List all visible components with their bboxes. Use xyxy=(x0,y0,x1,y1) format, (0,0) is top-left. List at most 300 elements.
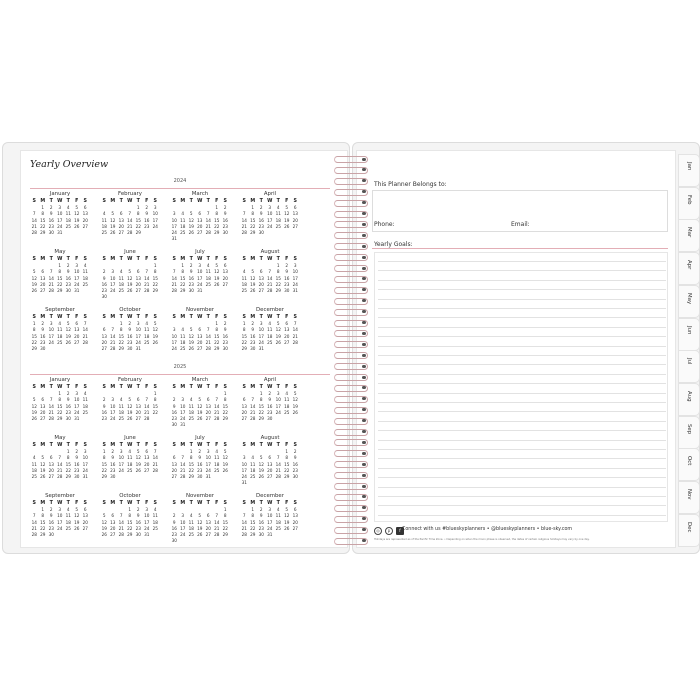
day-number: 27 xyxy=(241,416,247,422)
day-number: 15 xyxy=(188,461,194,467)
day-number: 9 xyxy=(223,211,227,217)
goals-box[interactable] xyxy=(374,252,668,522)
day-number: 6 xyxy=(136,269,140,275)
weekday-label: S xyxy=(32,199,36,204)
spiral-coil xyxy=(332,341,372,348)
day-number: 12 xyxy=(135,455,141,461)
month-name: August xyxy=(260,249,280,255)
day-number: 5 xyxy=(293,391,297,396)
day-number: 2 xyxy=(66,263,70,268)
weekday-label: S xyxy=(32,257,36,262)
day-number xyxy=(47,346,56,352)
day-number: 21 xyxy=(152,461,158,467)
day-number: 27 xyxy=(292,223,298,229)
day-number xyxy=(274,416,283,422)
goal-line xyxy=(378,336,666,337)
day-number: 10 xyxy=(241,461,247,467)
day-number: 21 xyxy=(205,223,211,229)
day-number: 2 xyxy=(223,321,227,326)
day-number: 16 xyxy=(74,461,80,467)
weekday-label: S xyxy=(153,385,157,390)
day-number: 22 xyxy=(284,467,290,473)
goal-line xyxy=(378,421,666,422)
day-number: 4 xyxy=(276,507,280,512)
day-number: 17 xyxy=(110,281,116,287)
day-number: 24 xyxy=(82,467,88,473)
day-number: 7 xyxy=(128,211,132,217)
day-number xyxy=(56,532,65,538)
month-calendar xyxy=(100,377,160,422)
coil-hole xyxy=(362,430,366,433)
day-number: 22 xyxy=(275,281,281,287)
day-number: 21 xyxy=(267,281,273,287)
tab-may[interactable] xyxy=(678,285,700,318)
month-calendar xyxy=(30,191,90,236)
spiral-coil xyxy=(332,527,372,534)
coil-hole xyxy=(362,234,366,237)
weekday-label: W xyxy=(57,501,63,506)
day-number: 23 xyxy=(197,467,203,473)
day-number: 16 xyxy=(171,525,177,531)
tab-nov[interactable] xyxy=(678,481,700,514)
day-number: 8 xyxy=(242,327,246,333)
day-number: 3 xyxy=(172,211,176,217)
day-number: 4 xyxy=(102,211,106,217)
day-number xyxy=(274,346,283,352)
coil-hole xyxy=(362,223,366,226)
day-number: 16 xyxy=(292,461,298,467)
day-number: 1 xyxy=(153,391,157,396)
day-number: 5 xyxy=(136,449,140,454)
day-number: 27 xyxy=(284,339,290,345)
weekday-label: M xyxy=(250,501,256,506)
day-number xyxy=(204,288,213,294)
day-number: 9 xyxy=(111,455,115,461)
email-label: Email: xyxy=(511,221,530,228)
week-row xyxy=(170,346,230,352)
day-number: 1 xyxy=(153,263,157,268)
day-number: 28 xyxy=(267,288,273,294)
month-name: February xyxy=(118,377,142,383)
day-number: 16 xyxy=(284,275,290,281)
month-name: August xyxy=(260,435,280,441)
month-name: March xyxy=(191,377,209,383)
day-number: 19 xyxy=(152,333,158,339)
day-number: 9 xyxy=(198,455,202,461)
weekday-label: T xyxy=(259,315,263,320)
day-number: 8 xyxy=(41,211,45,217)
day-number: 3 xyxy=(198,263,202,268)
spiral-coil xyxy=(332,505,372,512)
coil-hole xyxy=(362,441,366,444)
day-number: 7 xyxy=(293,321,297,326)
weekday-label: S xyxy=(32,501,36,506)
day-number: 24 xyxy=(292,281,298,287)
coil-hole xyxy=(362,354,366,357)
day-number: 31 xyxy=(144,532,150,538)
tab-label: Feb xyxy=(686,194,692,205)
day-number: 25 xyxy=(118,416,124,422)
day-number: 16 xyxy=(250,333,256,339)
weekday-label: W xyxy=(57,199,63,204)
day-number: 27 xyxy=(40,288,46,294)
day-number: 5 xyxy=(189,327,193,333)
weekday-label: F xyxy=(215,443,219,448)
day-number: 12 xyxy=(188,333,194,339)
day-number: 18 xyxy=(65,519,71,525)
spiral-coil xyxy=(332,396,372,403)
tab-feb[interactable] xyxy=(678,187,700,220)
day-number: 13 xyxy=(135,403,141,409)
coil-hole xyxy=(362,365,366,368)
day-number: 25 xyxy=(101,230,107,236)
day-number: 3 xyxy=(75,263,79,268)
month-name: December xyxy=(256,493,284,499)
tab-label: Sep xyxy=(686,423,692,434)
day-number: 30 xyxy=(65,288,71,294)
day-number: 9 xyxy=(145,211,149,217)
spiral-coil xyxy=(332,483,372,490)
day-number: 19 xyxy=(127,281,133,287)
year-block-2024 xyxy=(30,178,330,352)
day-number: 10 xyxy=(57,513,63,519)
day-number: 5 xyxy=(259,455,263,461)
goal-line xyxy=(378,280,666,281)
day-number: 16 xyxy=(48,217,54,223)
weekday-label: T xyxy=(189,315,193,320)
spiral-coil xyxy=(332,461,372,468)
day-number: 14 xyxy=(241,519,247,525)
day-number: 18 xyxy=(82,275,88,281)
day-number: 11 xyxy=(180,333,186,339)
day-number: 26 xyxy=(135,467,141,473)
tab-mar[interactable] xyxy=(678,219,700,252)
day-number: 21 xyxy=(292,333,298,339)
day-number: 13 xyxy=(205,403,211,409)
day-number: 29 xyxy=(275,288,281,294)
day-number xyxy=(274,480,283,486)
day-number: 4 xyxy=(181,211,185,217)
day-number: 18 xyxy=(57,333,63,339)
day-number: 17 xyxy=(171,339,177,345)
weekday-label: W xyxy=(127,501,133,506)
weekday-label: S xyxy=(293,443,297,448)
day-number: 28 xyxy=(214,416,220,422)
day-number: 2 xyxy=(102,397,106,403)
day-number: 24 xyxy=(258,339,264,345)
day-number: 1 xyxy=(128,507,132,512)
day-number xyxy=(221,538,230,544)
month-calendar xyxy=(170,435,230,480)
day-number: 1 xyxy=(102,449,106,454)
day-number: 25 xyxy=(267,339,273,345)
day-number: 28 xyxy=(144,288,150,294)
weekday-label: S xyxy=(172,199,176,204)
day-number: 21 xyxy=(214,525,220,531)
day-number: 14 xyxy=(31,519,37,525)
day-number: 24 xyxy=(171,346,177,352)
day-number: 24 xyxy=(144,525,150,531)
day-number: 17 xyxy=(171,223,177,229)
day-number: 29 xyxy=(250,532,256,538)
weekday-label: T xyxy=(119,443,123,448)
day-number xyxy=(213,236,222,242)
weekday-label: T xyxy=(276,385,280,390)
day-number: 28 xyxy=(171,288,177,294)
weekday-header xyxy=(100,384,160,391)
day-number: 2 xyxy=(285,263,289,268)
day-number: 26 xyxy=(250,288,256,294)
day-number: 22 xyxy=(57,409,63,415)
day-number: 2 xyxy=(49,205,53,210)
day-number: 18 xyxy=(65,217,71,223)
owner-name-field[interactable] xyxy=(372,190,668,212)
weekday-label: M xyxy=(180,443,186,448)
day-number: 21 xyxy=(48,409,54,415)
day-number: 10 xyxy=(267,211,273,217)
weekday-label: T xyxy=(49,315,53,320)
goal-line xyxy=(378,317,666,318)
day-number: 4 xyxy=(128,449,132,454)
day-number: 24 xyxy=(171,230,177,236)
weekday-header xyxy=(30,442,90,449)
weekday-label: F xyxy=(75,385,79,390)
weekday-label: F xyxy=(145,199,149,204)
day-number: 25 xyxy=(284,409,290,415)
day-number: 30 xyxy=(171,422,177,428)
day-number: 27 xyxy=(292,525,298,531)
footer-disclaimer: Holidays are represented as of the Pacific Time Zone. • Depending on when the moon phase is observed, the dates of certain religious holidays may vary by one day. xyxy=(374,538,590,541)
weekday-header xyxy=(240,198,300,205)
day-number: 16 xyxy=(65,403,71,409)
weekday-label: S xyxy=(102,257,106,262)
day-number: 25 xyxy=(65,223,71,229)
day-number: 13 xyxy=(267,461,273,467)
weekday-label: S xyxy=(172,501,176,506)
day-number xyxy=(266,480,275,486)
month-calendar xyxy=(100,307,160,352)
day-number: 5 xyxy=(66,321,70,326)
day-number: 10 xyxy=(267,513,273,519)
tab-apr[interactable] xyxy=(678,252,700,285)
day-number: 26 xyxy=(127,288,133,294)
weekday-label: T xyxy=(119,315,123,320)
day-number: 6 xyxy=(206,397,210,403)
weekday-label: T xyxy=(206,443,210,448)
day-number xyxy=(196,422,205,428)
weekday-label: T xyxy=(49,257,53,262)
weekday-label: T xyxy=(119,385,123,390)
weekday-label: W xyxy=(197,443,203,448)
coil-hole xyxy=(362,158,366,161)
day-number: 9 xyxy=(293,455,297,461)
day-number: 31 xyxy=(180,422,186,428)
month-calendar xyxy=(240,377,300,422)
weekday-label: M xyxy=(110,501,116,506)
weekday-label: F xyxy=(75,315,79,320)
day-number: 16 xyxy=(197,461,203,467)
day-number: 11 xyxy=(250,461,256,467)
day-number: 8 xyxy=(58,269,62,275)
day-number: 27 xyxy=(48,474,54,480)
day-number: 31 xyxy=(135,346,141,352)
weekday-label: F xyxy=(285,199,289,204)
day-number: 5 xyxy=(223,449,227,454)
day-number: 22 xyxy=(250,223,256,229)
day-number: 2 xyxy=(223,205,227,210)
day-number: 19 xyxy=(110,223,116,229)
day-number: 7 xyxy=(276,455,280,461)
day-number: 14 xyxy=(127,217,133,223)
spiral-coil xyxy=(332,167,372,174)
tab-label: Jul xyxy=(686,358,692,365)
day-number: 19 xyxy=(188,223,194,229)
goal-line xyxy=(378,515,666,516)
day-number: 10 xyxy=(171,333,177,339)
goal-line xyxy=(378,289,666,290)
day-number xyxy=(109,294,118,300)
day-number: 23 xyxy=(65,281,71,287)
day-number: 20 xyxy=(258,281,264,287)
month-calendar xyxy=(170,307,230,352)
week-row xyxy=(240,480,300,486)
day-number: 2 xyxy=(128,321,132,326)
day-number: 13 xyxy=(197,333,203,339)
tab-jun[interactable] xyxy=(678,318,700,351)
weekday-label: S xyxy=(83,199,87,204)
day-number: 12 xyxy=(197,403,203,409)
spiral-coil xyxy=(332,320,372,327)
weekday-label: T xyxy=(136,443,140,448)
weekday-label: S xyxy=(242,315,246,320)
day-number xyxy=(274,230,283,236)
day-number: 15 xyxy=(127,519,133,525)
day-number: 14 xyxy=(292,327,298,333)
day-number: 1 xyxy=(58,391,62,396)
day-number xyxy=(266,346,275,352)
weekday-label: M xyxy=(110,199,116,204)
tab-jul[interactable] xyxy=(678,350,700,383)
day-number: 23 xyxy=(292,467,298,473)
day-number: 2 xyxy=(259,205,263,210)
day-number: 15 xyxy=(284,461,290,467)
day-number: 20 xyxy=(110,525,116,531)
day-number: 11 xyxy=(118,403,124,409)
day-number: 13 xyxy=(292,513,298,519)
goal-line xyxy=(378,308,666,309)
day-number: 1 xyxy=(223,391,227,396)
tab-dec[interactable] xyxy=(678,514,700,547)
weekday-label: W xyxy=(57,257,63,262)
tab-aug[interactable] xyxy=(678,383,700,416)
day-number: 21 xyxy=(110,339,116,345)
weekday-label: S xyxy=(293,315,297,320)
spiral-coil xyxy=(332,276,372,283)
day-number: 31 xyxy=(74,416,80,422)
day-number: 3 xyxy=(58,507,62,512)
weekday-label: M xyxy=(250,385,256,390)
day-number: 19 xyxy=(65,333,71,339)
weekday-label: T xyxy=(136,315,140,320)
month-tabs xyxy=(678,150,698,546)
weekday-label: F xyxy=(75,443,79,448)
weekday-label: F xyxy=(75,199,79,204)
weekday-label: S xyxy=(242,199,246,204)
day-number: 10 xyxy=(48,327,54,333)
day-number: 10 xyxy=(275,397,281,403)
day-number: 20 xyxy=(82,519,88,525)
day-number: 28 xyxy=(250,416,256,422)
day-number: 22 xyxy=(31,339,37,345)
day-number: 5 xyxy=(102,513,106,519)
day-number: 10 xyxy=(180,403,186,409)
tab-oct[interactable] xyxy=(678,448,700,481)
month-calendar xyxy=(100,493,160,538)
week-row xyxy=(30,474,90,480)
weekday-label: F xyxy=(145,501,149,506)
weekday-label: T xyxy=(259,443,263,448)
weekday-label: W xyxy=(267,443,273,448)
weekday-label: T xyxy=(206,501,210,506)
day-number: 11 xyxy=(267,327,273,333)
day-number xyxy=(64,346,73,352)
month-calendar xyxy=(170,249,230,294)
weekday-label: S xyxy=(293,257,297,262)
day-number: 19 xyxy=(31,409,37,415)
day-number: 28 xyxy=(144,416,150,422)
day-number: 30 xyxy=(222,346,228,352)
month-name: June xyxy=(124,435,136,441)
day-number: 24 xyxy=(267,525,273,531)
day-number: 20 xyxy=(48,467,54,473)
day-number: 28 xyxy=(82,339,88,345)
day-number: 2 xyxy=(189,263,193,268)
weekday-header xyxy=(170,442,230,449)
day-number: 19 xyxy=(214,275,220,281)
day-number: 9 xyxy=(66,269,70,275)
day-number: 4 xyxy=(119,397,123,403)
day-number: 9 xyxy=(172,519,176,525)
day-number: 29 xyxy=(101,474,107,480)
day-number: 6 xyxy=(268,455,272,461)
tab-sep[interactable] xyxy=(678,416,700,449)
weekday-label: T xyxy=(276,501,280,506)
day-number: 9 xyxy=(75,455,79,461)
week-row xyxy=(240,288,300,294)
day-number: 6 xyxy=(242,397,246,403)
month-name: July xyxy=(195,435,205,441)
day-number: 13 xyxy=(292,211,298,217)
day-number xyxy=(179,236,188,242)
day-number: 15 xyxy=(152,403,158,409)
spiral-coil xyxy=(332,429,372,436)
day-number: 20 xyxy=(292,519,298,525)
day-number: 24 xyxy=(180,532,186,538)
day-number: 25 xyxy=(82,281,88,287)
day-number: 21 xyxy=(31,223,37,229)
day-number: 12 xyxy=(152,327,158,333)
day-number: 17 xyxy=(144,519,150,525)
weekday-header xyxy=(100,500,160,507)
day-number: 25 xyxy=(31,474,37,480)
tab-jan[interactable] xyxy=(678,154,700,187)
day-number: 17 xyxy=(292,275,298,281)
goals-label: Yearly Goals: xyxy=(374,241,413,248)
goal-line xyxy=(378,477,666,478)
day-number: 28 xyxy=(214,532,220,538)
weekday-label: M xyxy=(180,257,186,262)
weekday-label: T xyxy=(276,315,280,320)
